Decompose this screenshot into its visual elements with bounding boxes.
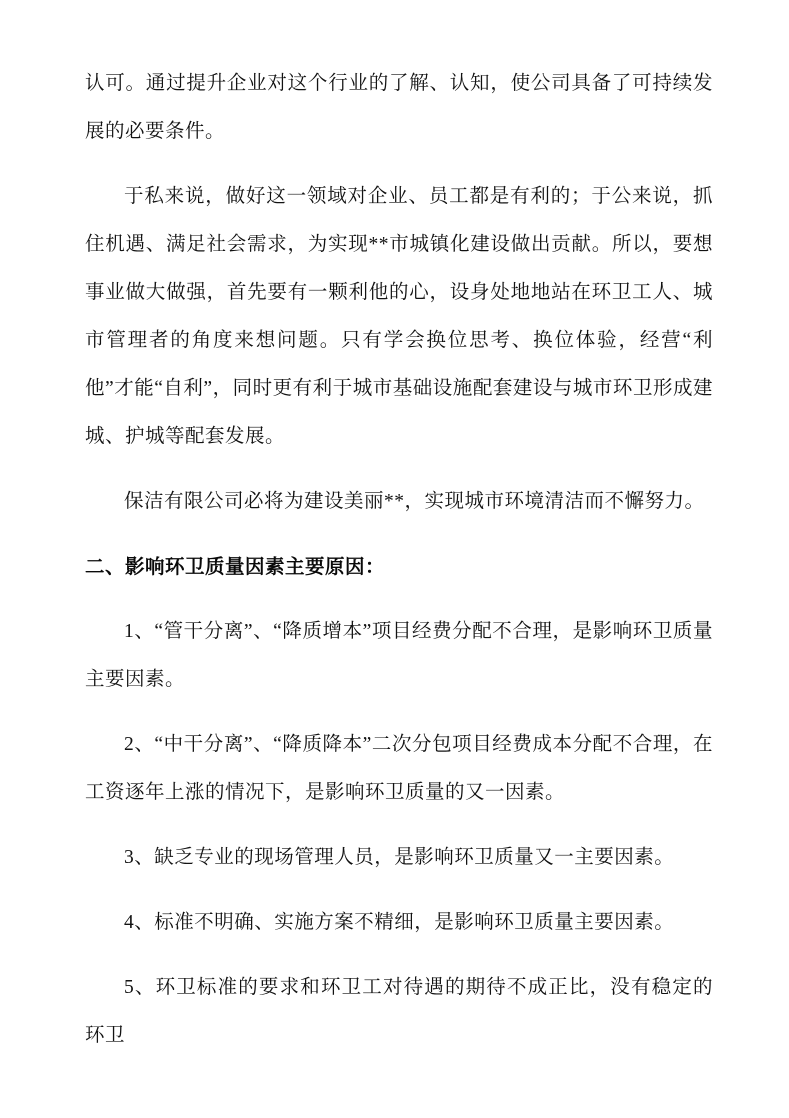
- section-heading: 二、影响环卫质量因素主要原因：: [85, 556, 386, 578]
- list-item-2: 2、“中干分离”、“降质降本”二次分包项目经费成本分配不合理，在工资逐年上涨的情况下，是影响环卫质量的又一因素。: [85, 734, 713, 803]
- list-item-1: 1、“管干分离”、“降质增本”项目经费分配不合理，是影响环卫质量主要因素。: [85, 621, 713, 690]
- paragraph-continuation: 认可。通过提升企业对这个行业的了解、认知，使公司具备了可持续发展的必要条件。: [85, 73, 713, 142]
- paragraph-body: 保洁有限公司必将为建设美丽**，实现城市环境清洁而不懈努力。: [124, 491, 705, 512]
- list-item-3: 3、缺乏专业的现场管理人员，是影响环卫质量又一主要因素。: [124, 847, 675, 868]
- list-item-5: 5、环卫标准的要求和环卫工对待遇的期待不成正比，没有稳定的环卫: [85, 977, 713, 1046]
- list-item-4: 4、标准不明确、实施方案不精细，是影响环卫质量主要因素。: [124, 912, 675, 933]
- paragraph-body: 于私来说，做好这一领域对企业、员工都是有利的；于公来说，抓住机遇、满足社会需求，为实现**市城镇化建设做出贡献。所以，要想事业做大做强，首先要有一颗利他的心，设身处地地站在环卫工人、城市管理者的角度来想问题。只有学会换位思考、换位体验，经营“利他”才能“自利”，同时更有利于城市基础设施配套建设与城市环卫形成建城、护城等配套发展。: [85, 186, 713, 447]
